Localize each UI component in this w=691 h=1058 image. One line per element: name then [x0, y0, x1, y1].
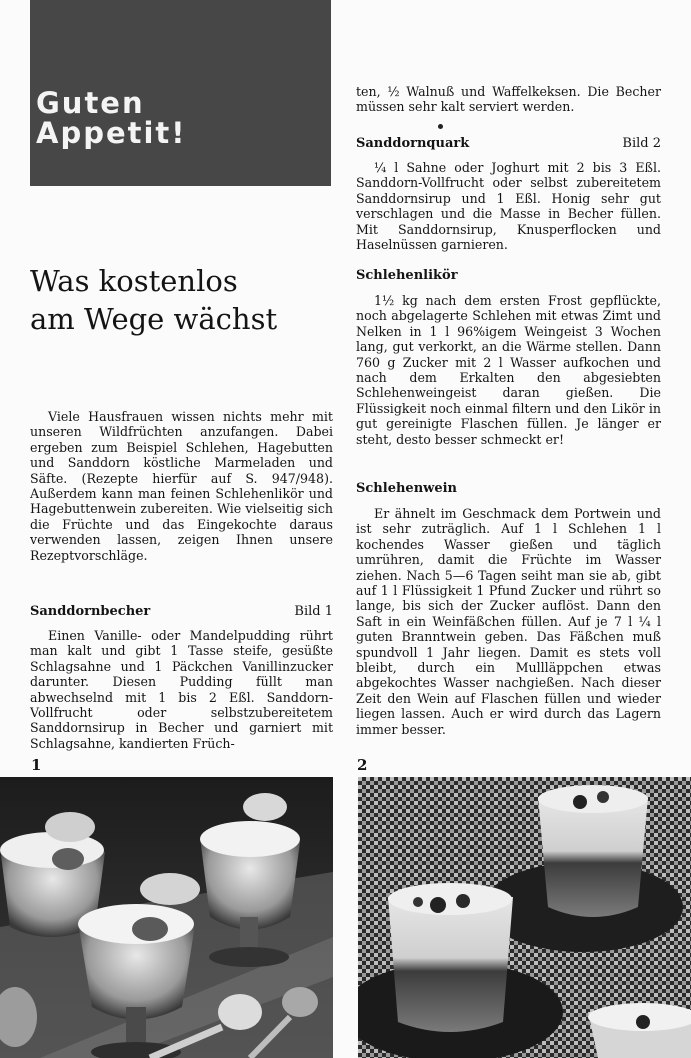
intro-paragraph: Viele Hausfrauen wissen nichts mehr mit unseren Wildfrüchten anzufangen. Dabei ergeben zum Beispiel Schlehen, Hagebutten und Sanddorn köstliche Marmeladen und Säfte. (Rezepte hierfür auf S. 947/948). Außerdem kann man feinen Schlehenlikör und Hagebuttenwein zubereiten. Wie vielseitig sich die Früchte und das Eingekochte daraus verwenden lassen, zeigen Ihnen unsere Rezeptvorschläge. [30, 409, 333, 563]
recipe-text: 1½ kg nach dem ersten Frost gepflückte, noch abgelagerte Schlehen mit etwas Zimt und Nelken in 1 l 96%igem Weingeist 3 Wochen lang, gut verkorkt, an die Wärme stellen. Dann 760 g Zucker mit 2 l Wasser aufkochen und nach dem Erkalten den abgesiebten Schlehenweingeist daran gießen. Die Flüssigkeit noch einmal filtern und den Likör in gut gereinigte Flaschen füllen. Je länger er steht, desto besser schmeckt er! [356, 293, 661, 447]
recipe-heading [356, 268, 661, 284]
picture-number: 1 [31, 756, 42, 774]
recipe-heading [356, 136, 661, 152]
recipe-text: Er ähnelt im Geschmack dem Portwein und ist sehr zuträglich. Auf 1 l Schlehen 1 l kochendes Wasser gießen und täglich umrühren, damit die Früchte im Wasser ziehen. Nach 5—6 Tagen seiht man sie ab, gibt auf 1 l Flüssigkeit 1 Pfund Zucker und rührt so lange, bis sich der Zucker auflöst. Dann den Saft in ein Weinfäßchen füllen. Auf je 7 l ¼ l guten Branntwein geben. Das Fäßchen muß spundvoll 1 Jahr liegen. Damit es stets voll bleibt, durch ein Mullläppchen etwas abgekochtes Wasser nachgießen. Nach dieser Zeit den Wein auf Flaschen füllen und wieder liegen lassen. Auch er wird durch das Lagern immer besser. [356, 506, 661, 737]
recipe-sanddornquark [356, 136, 661, 252]
quark-glasses-image [358, 777, 691, 1058]
photo-sanddornbecher [0, 777, 333, 1058]
recipe-heading [30, 604, 333, 620]
picture-reference: Bild 2 [622, 136, 661, 151]
banner-title: Guten Appetit! [36, 86, 187, 150]
picture-reference: Bild 1 [294, 604, 333, 619]
article-headline: Was kostenlos am Wege wächst [30, 264, 278, 336]
picture-number: 2 [357, 756, 368, 774]
recipe-title: Schlehenlikör [356, 268, 458, 283]
recipe-text-continued: ten, ½ Walnuß und Waffelkeksen. Die Becher müssen sehr kalt serviert werden. [356, 84, 661, 115]
dessert-cups-image [0, 777, 333, 1058]
recipe-title: Sanddornquark [356, 136, 470, 151]
recipe-title: Schlehenwein [356, 481, 457, 496]
recipe-schlehenwein [356, 481, 661, 737]
separator-dot [438, 124, 443, 129]
recipe-sanddornbecher [30, 604, 333, 751]
recipe-title: Sanddornbecher [30, 604, 151, 619]
recipe-heading [356, 481, 661, 497]
photo-sanddornquark [358, 777, 691, 1058]
recipe-text: Einen Vanille- oder Mandelpudding rührt man kalt und gibt 1 Tasse steife, gesüßte Schlagsahne und 1 Päckchen Vanillinzucker darunter. Diesen Pudding füllt man abwechselnd mit 1 bis 2 Eßl. Sanddorn-Vollfrucht oder selbstzubereitetem Sanddornsirup in Becher und garniert mit Schlagsahne, kandierten Früch- [30, 628, 333, 751]
recipe-schlehenlikoer [356, 268, 661, 447]
recipe-text: ¼ l Sahne oder Joghurt mit 2 bis 3 Eßl. Sanddorn-Vollfrucht oder selbst zubereitetem Sanddornsirup und 1 Eßl. Honig sehr gut verschlagen und die Masse in Becher füllen. Mit Sanddornsirup, Knusperflocken und Haselnüssen garnieren. [356, 160, 661, 253]
